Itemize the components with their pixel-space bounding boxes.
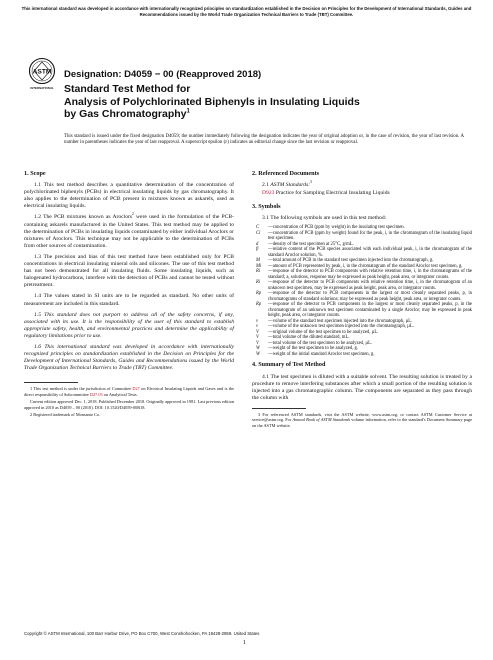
footnote-rule-right bbox=[252, 408, 306, 409]
symbol-key: Rp bbox=[256, 291, 262, 297]
summary-para-4-1: 4.1 The test specimen is diluted with a suitable solvent. The resulting solution is treated by a procedure to remove interfering substances after which a small portion of the resulting solution is injected into a gas chromatographic column. The components are separated as they pass through the column with bbox=[252, 373, 472, 401]
document-title bbox=[64, 83, 444, 121]
title-footnote-mark: 1 bbox=[186, 108, 190, 115]
footnote-edition: Current edition approved Dec. 1, 2018. Published December 2018. Originally approved in 1981. Last previous edition approved in 2010 as D4059 – 00 (2010). DOI: 10.1520/D4059-00R18. bbox=[24, 399, 234, 410]
title-line-2: Analysis of Polychlorinated Biphenyls in Insulating Liquids bbox=[64, 95, 360, 108]
symbol-definition: —concentration of PCB (ppm by weight) found for the peak, i, in the chromatogram of the insulating liquid test specimen. bbox=[268, 230, 472, 242]
symbol-definition: —weight of the test specimen to be analyzed, g. bbox=[268, 346, 359, 352]
symbol-key: Rp bbox=[256, 302, 262, 308]
astm-standards-label bbox=[252, 182, 472, 189]
logo-text-top: ASTM bbox=[32, 68, 52, 76]
footnote-3 bbox=[252, 412, 472, 428]
symbols-heading: 3. Symbols bbox=[252, 203, 281, 211]
footnote-1-text-b: on Electrical Insulating Liquids and Gases and is the direct responsibility of Subcommittee bbox=[24, 386, 234, 397]
scope-para-1-2-rest: were used in the formulation of the PCB-containing askarels manufactured in the United States. This test method may be applied to the determination of PCBs in insulating liquids contaminated by either individual Aroclors or mixtures of Aroclors. This technique may not be applicable to the determination of PCBs from other sources of contamination. bbox=[24, 214, 234, 249]
symbol-key: Ri bbox=[256, 269, 261, 275]
symbol-definition: —total volume of the diluted standard, mL. bbox=[268, 335, 350, 341]
symbol-definition: —volume of the unknown test specimen injected into the chromatograph, µL. bbox=[268, 324, 414, 330]
symbol-definition: —relative content of the PCB species associated with each individual peak, i, in the chromatogram of the standard Aroclor solution, %. bbox=[268, 247, 472, 258]
symbol-definition: —response of the detector to PCB components in the largest or most cleanly separated peaks, p, in chromatograms of standard solutions; may be expressed as peak height, peak area, or integrator counts. bbox=[268, 291, 472, 302]
symbol-definition: —amount of PCB represented by peak, i, in the chromatogram of the standard Aroclor test specimen, g. bbox=[268, 263, 463, 269]
astm-standards-text: ASTM Standards: bbox=[270, 182, 311, 189]
symbol-key: v bbox=[256, 318, 259, 324]
scope-para-1-5: 1.5 This standard does not purport to address all of the safety concerns, if any, associated with its use. It is the responsibility of the user of this standard to establish appropriate safety, health, and environmental practices and determine the applicability of regulatory limitations prior to use. bbox=[24, 311, 234, 339]
symbol-key: C bbox=[256, 225, 260, 231]
footnote-3-text-b: volume information, refer to the standard's Document Summary page on the ASTM website. bbox=[252, 417, 472, 428]
scope-heading: 1. Scope bbox=[24, 170, 46, 177]
symbol-definition: —response of the detector to PCB components with relative retention time, i, in the chromatogram of an unknown test specimen, may be expressed as peak height, peak area, or integrator counts. bbox=[268, 280, 472, 291]
copyright-notice: Copyright © ASTM International, 100 Barr Harbor Drive, PO Box C700, West Conshohocken, PA 19428-2959. United States bbox=[24, 631, 260, 636]
d923-link[interactable]: D923 bbox=[262, 190, 275, 197]
committee-d27-link[interactable]: D27 bbox=[132, 386, 140, 392]
symbol-list bbox=[252, 225, 472, 357]
symbol-key: V bbox=[256, 335, 259, 341]
left-column bbox=[24, 170, 234, 419]
symbol-key: Ci bbox=[256, 230, 261, 236]
reference-d923 bbox=[252, 190, 472, 197]
scope-para-1-4: 1.4 The values stated in SI units are to be regarded as standard. No other units of measurement are included in this standard. bbox=[24, 293, 234, 307]
right-column bbox=[252, 170, 472, 430]
d923-title: Practice for Sampling Electrical Insulating Liquids bbox=[274, 190, 390, 197]
symbol-key: M bbox=[256, 258, 260, 264]
symbol-definition: —response of the detector to PCB components in the largest or most cleanly separated peaks, p, in the chromatogram of an unknown test specimen contaminated by a single Aroclor; may be expressed in peak height, peak area, or integrator counts. bbox=[268, 302, 472, 319]
scope-para-1-6: 1.6 This international standard was developed in accordance with internationally recognized principles on standardization established in the Decision on Principles for the Development of International Standards, Guides and Recommendations issued by the World Trade Organization Technical Barriers to Trade (TBT) Committee. bbox=[24, 343, 234, 372]
symbol-row bbox=[252, 280, 472, 291]
footnote-1-text-c: on Analytical Tests. bbox=[102, 391, 138, 397]
symbols-intro: 3.1 The following symbols are used in this test method: bbox=[262, 215, 387, 222]
symbol-key: d bbox=[256, 241, 259, 247]
symbol-definition: —response of the detector to PCB components with relative retention time, i, in the chromatograms of the standard; a, solutions, response may be expressed as peak height, peak area, or integrator counts. bbox=[268, 269, 472, 280]
symbol-key: V bbox=[256, 340, 259, 346]
symbol-definition: —original volume of the test specimen to be analyzed, µL. bbox=[268, 329, 379, 335]
designation: Designation: D4059 − 00 (Reapproved 2018) bbox=[64, 69, 262, 80]
symbol-key: Ri bbox=[256, 280, 261, 286]
aroclor-footnote-mark: 2 bbox=[132, 212, 134, 217]
symbol-row bbox=[252, 247, 472, 258]
referenced-documents-heading: 2. Referenced Documents bbox=[252, 170, 320, 177]
footnote-3-text-a: 3 For referenced ASTM standards, visit the ASTM website, www.astm.org, or contact ASTM Customer Service at service@astm.org. For bbox=[252, 411, 472, 423]
symbol-key: fi bbox=[256, 247, 259, 253]
scope-para-1-1: 1.1 This test method describes a quantitative determination of the concentration of polychlorinated biphenyls (PCBs) in electrical insulating liquids by gas chromatography. It also applies to the determination of PCB present in mixtures known as askarels, used as electrical insulating liquids. bbox=[24, 182, 234, 210]
symbol-row bbox=[252, 291, 472, 302]
symbol-row bbox=[252, 269, 472, 280]
astm-logo-icon bbox=[28, 56, 56, 96]
symbol-row bbox=[252, 302, 472, 319]
symbol-definition: —volume of the standard test specimen injected into the chromatograph, µL. bbox=[268, 318, 413, 324]
symbol-key: W bbox=[256, 346, 260, 352]
symbol-definition: —concentration of PCB (ppm by weight) in the insulating test specimen. bbox=[268, 225, 405, 231]
logo-text-bottom: INTERNATIONAL bbox=[30, 86, 54, 90]
scope-para-1-2 bbox=[24, 214, 234, 249]
astm-standards-number: 2.1 bbox=[262, 182, 271, 189]
scope-para-1-3: 1.3 The precision and bias of this test method have been established only for PCB concentrations in electrical insulating mineral oils and silicones. The use of this test method has not been demonstrated for all insulating fluids. Some insulating liquids, such as halogenated hydrocarbons, interfere with the detection of PCBs and cannot be tested without pretreatment. bbox=[24, 253, 234, 289]
symbol-row bbox=[252, 231, 472, 242]
symbol-row bbox=[252, 352, 472, 358]
scope-para-1-2-start: 1.2 The PCB mixtures known as Aroclors bbox=[34, 214, 133, 221]
symbol-definition: —weight of the initial standard Aroclor test specimen, g. bbox=[268, 351, 375, 357]
issuance-statement: This standard is issued under the fixed designation D4059; the number immediately following the designation indicates the year of original adoption or, in the case of revision, the year of last revision. A number in parentheses indicates the year of last reapproval. A superscript epsilon (ε) indicates an editorial change since the last revision or reapproval. bbox=[64, 134, 464, 146]
subcommittee-d27-03-link[interactable]: D27.03 bbox=[89, 391, 103, 397]
footnote-2: 2 Registered trademark of Monsanto Co. bbox=[30, 411, 101, 417]
symbol-key: W bbox=[256, 351, 260, 357]
page-number: 1 bbox=[243, 640, 246, 646]
symbol-key: V bbox=[256, 329, 259, 335]
symbol-key: Mi bbox=[256, 263, 262, 269]
footnote-1 bbox=[24, 386, 234, 397]
symbol-definition: —total amount of PCB in the standard test specimen injected into the chromatograph, g. bbox=[268, 258, 434, 264]
symbol-key: v bbox=[256, 324, 259, 330]
summary-heading: 4. Summary of Test Method bbox=[252, 361, 326, 369]
footnote-rule bbox=[24, 382, 78, 383]
footnote-3-italic: Annual Book of ASTM Standards bbox=[292, 417, 351, 423]
astm-standards-footnote-mark: 3 bbox=[310, 180, 312, 185]
symbol-definition: —total volume of the test specimen to be analyzed, µL. bbox=[268, 340, 373, 346]
title-line-1: Standard Test Method for bbox=[64, 83, 191, 95]
tbt-notice: This international standard was developed in accordance with internationally recognized principles on standardization established in the Decision on Principles for the Development of International Standards, Guides and Recommendations issued by the World Trade Organization Technical Barriers to Trade (TBT) Committee. bbox=[21, 6, 472, 17]
title-line-3-text: by Gas Chromatography bbox=[64, 108, 187, 120]
title-line-3 bbox=[64, 108, 444, 121]
footnote-1-text-a: 1 This test method is under the jurisdiction of Committee bbox=[30, 386, 133, 392]
symbol-definition: —density of the test specimen at 25°C, g/mL. bbox=[268, 241, 354, 247]
